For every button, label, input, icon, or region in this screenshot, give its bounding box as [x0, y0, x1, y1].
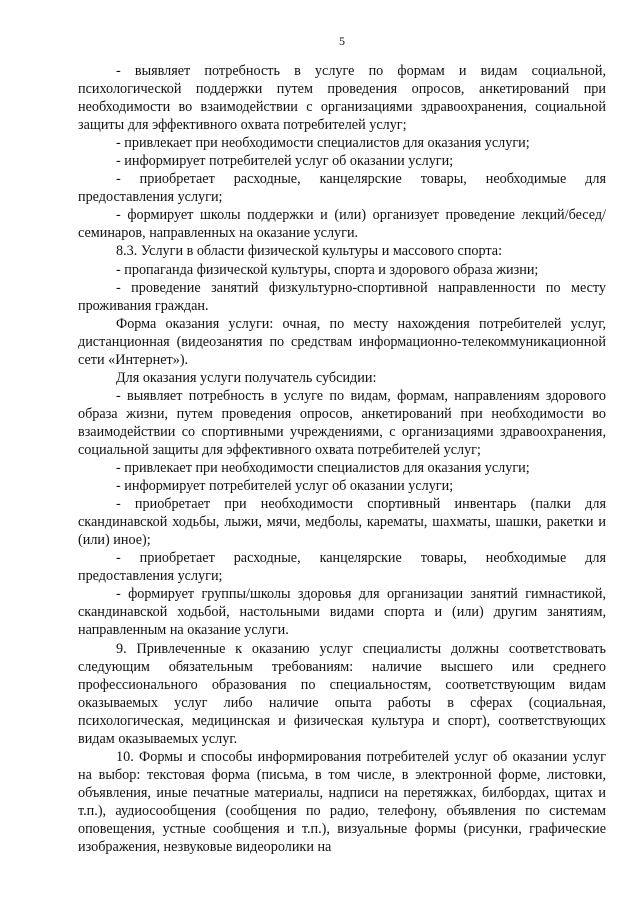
paragraph: - выявляет потребность в услуге по видам, формам, направлениям здорового образа жизни, путем проведения опросов, анкетирований при необходимости во взаимодействии со спортивными учреждениями, с организациями здравоохранения, социальной защиты для эффективного охвата потребителей услуг;	[78, 387, 606, 458]
paragraph: - приобретает при необходимости спортивный инвентарь (палки для скандинавской ходьбы, лыжи, мячи, медболы, карематы, шахматы, шашки, ракетки и (или) иное);	[78, 496, 606, 549]
paragraph: - проведение занятий физкультурно-спортивной направленности по месту проживания граждан.	[78, 279, 606, 314]
paragraph: Форма оказания услуги: очная, по месту нахождения потребителей услуг, дистанционная (видеозанятия по средствам информационно-телекоммуникационной сети «Интернет»).	[78, 315, 606, 368]
section-heading: 8.3. Услуги в области физической культуры и массового спорта:	[116, 243, 503, 260]
paragraph: 9. Привлеченные к оказанию услуг специалисты должны соответствовать следующим обязательным требованиям: наличие высшего или среднего профессионального образования по специальностям, соответствующим видам оказываемых услуг либо наличие опыта работы в сферах (социальная, психологическая, медицинская и физическая культура и спорт), соответствующих видам оказываемых услуг.	[78, 640, 606, 747]
paragraph: - привлекает при необходимости специалистов для оказания услуги;	[116, 460, 530, 477]
paragraph: - пропаганда физической культуры, спорта и здорового образа жизни;	[116, 261, 539, 278]
paragraph: - информирует потребителей услуг об оказании услуги;	[116, 153, 454, 170]
paragraph: - выявляет потребность в услуге по формам и видам социальной, психологической поддержки путем проведения опросов, анкетирований при необходимости во взаимодействии с организациями здравоохранения, социальной защиты для эффективного охвата потребителей услуг;	[78, 63, 606, 134]
paragraph: - привлекает при необходимости специалистов для оказания услуги;	[116, 135, 530, 152]
paragraph: - формирует школы поддержки и (или) организует проведение лекций/бесед/семинаров, направленных на оказание услуги.	[78, 207, 606, 242]
paragraph: Для оказания услуги получатель субсидии:	[116, 369, 377, 386]
paragraph: - приобретает расходные, канцелярские товары, необходимые для предоставления услуги;	[78, 550, 606, 585]
page-number: 5	[339, 34, 345, 48]
paragraph: - приобретает расходные, канцелярские товары, необходимые для предоставления услуги;	[78, 171, 606, 206]
paragraph: - формирует группы/школы здоровья для организации занятий гимнастикой, скандинавской ходьбой, настольными видами спорта и (или) другим занятиям, направленным на оказание услуги.	[78, 586, 606, 639]
paragraph: - информирует потребителей услуг об оказании услуги;	[116, 478, 454, 495]
paragraph: 10. Формы и способы информирования потребителей услуг об оказании услуг на выбор: текстовая форма (письма, в том числе, в электронной форме, листовки, объявления, иные печатные материалы, надписи на перетяжках, билбордах, щитах и т.п.), аудиосообщения (сообщения по радио, телефону, объявления по системам оповещения, устные сообщения и т.п.), визуальные формы (рисунки, графические изображения, незвуковые видеоролики на	[78, 748, 606, 856]
